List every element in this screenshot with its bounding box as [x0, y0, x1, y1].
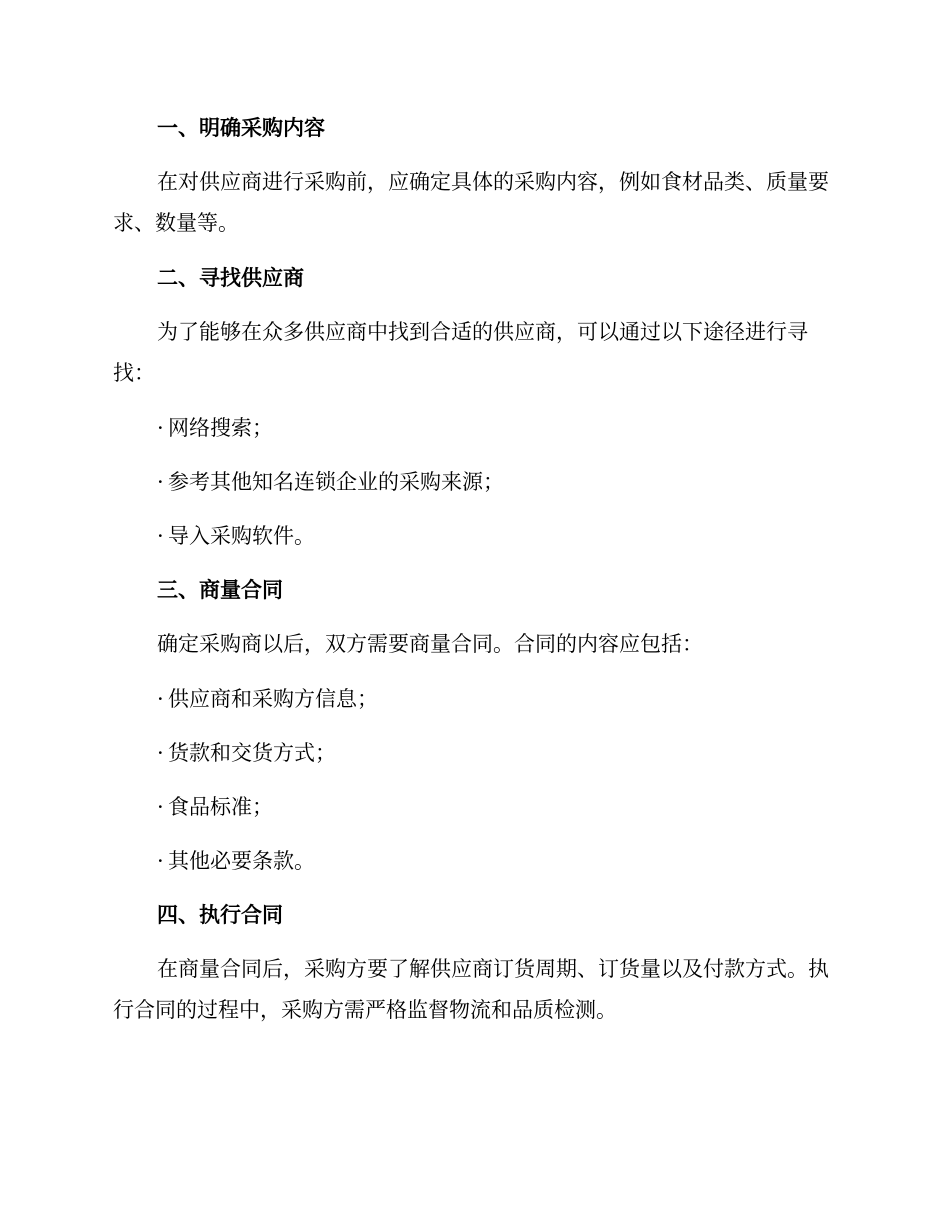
bullet-icon: ·	[157, 687, 164, 711]
list-item	[113, 841, 835, 881]
section-heading: 一、明确采购内容	[157, 116, 325, 140]
section-heading: 二、寻找供应商	[157, 266, 304, 290]
section-heading: 四、执行合同	[157, 903, 283, 927]
bullet-icon: ·	[157, 524, 164, 548]
section-paragraph: 为了能够在众多供应商中找到合适的供应商，可以通过以下途径进行寻找：	[113, 320, 808, 385]
bullet-icon: ·	[157, 795, 164, 819]
bullet-icon: ·	[157, 416, 164, 440]
list-item-text: 其他必要条款。	[168, 849, 315, 873]
section-paragraph: 确定采购商以后，双方需要商量合同。合同的内容应包括：	[157, 632, 703, 656]
list-item-text: 食品标准；	[168, 795, 273, 819]
list-item	[113, 679, 835, 719]
list-item	[113, 516, 835, 556]
list-item	[113, 462, 835, 502]
list-item	[113, 733, 835, 773]
document-body	[113, 108, 835, 1045]
section-paragraph: 在商量合同后，采购方要了解供应商订货周期、订货量以及付款方式。执行合同的过程中，采购方需严格监督物流和品质检测。	[113, 957, 829, 1022]
bullet-icon: ·	[157, 470, 164, 494]
list-item-text: 导入采购软件。	[168, 524, 315, 548]
bullet-icon: ·	[157, 849, 164, 873]
list-item-text: 参考其他知名连锁企业的采购来源；	[168, 470, 504, 494]
list-item	[113, 787, 835, 827]
list-item	[113, 408, 835, 448]
section-heading: 三、商量合同	[157, 578, 283, 602]
list-item-text: 货款和交货方式；	[168, 741, 336, 765]
list-item-text: 供应商和采购方信息；	[168, 687, 378, 711]
section-paragraph: 在对供应商进行采购前，应确定具体的采购内容，例如食材品类、质量要求、数量等。	[113, 170, 829, 235]
list-item-text: 网络搜索；	[168, 416, 273, 440]
bullet-icon: ·	[157, 741, 164, 765]
